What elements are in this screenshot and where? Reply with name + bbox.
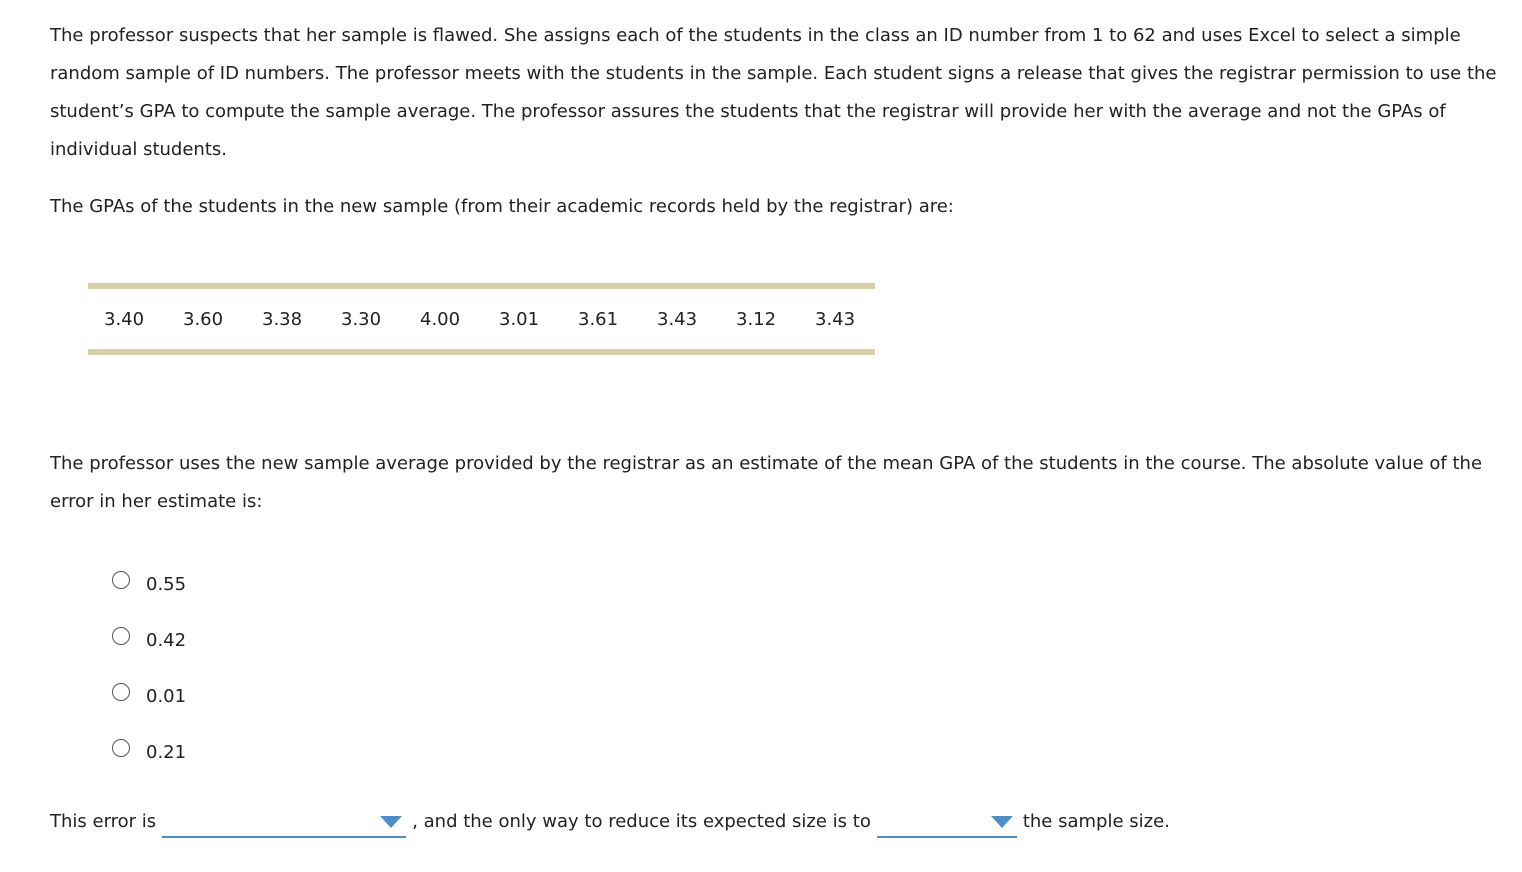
option-0.01[interactable] <box>112 666 186 722</box>
radio-button[interactable] <box>112 739 130 757</box>
gpa-cell: 3.30 <box>341 308 382 330</box>
fill-in-prefix: This error is <box>50 811 157 832</box>
option-0.21[interactable] <box>112 722 186 778</box>
gpa-cell: 3.38 <box>262 308 303 330</box>
question-paragraph-1: The professor suspects that her sample is flawed. She assigns each of the students in the class an ID number from 1 to 62 and uses Excel to select a simple random sample of ID numbers. The professor meets with the students in the sample. Each student signs a release that gives the registrar permission to use the student’s GPA to compute the sample average. The professor assures the students that the registrar will provide her with the average and not the GPAs of individual students. <box>50 25 1497 160</box>
answer-options <box>112 554 186 778</box>
fill-in-suffix: the sample size. <box>1022 811 1170 832</box>
radio-button[interactable] <box>112 571 130 589</box>
radio-button[interactable] <box>112 683 130 701</box>
fill-in-sentence <box>50 806 1170 838</box>
error-type-dropdown[interactable] <box>162 806 406 838</box>
option-label: 0.42 <box>146 630 187 651</box>
option-label: 0.21 <box>146 742 187 763</box>
gpa-cell: 3.43 <box>815 308 856 330</box>
option-label: 0.01 <box>146 686 187 707</box>
gpa-cell: 3.60 <box>183 308 224 330</box>
radio-button[interactable] <box>112 627 130 645</box>
gpa-cell: 3.43 <box>657 308 698 330</box>
gpa-cell: 3.12 <box>736 308 777 330</box>
gpa-table <box>88 283 875 355</box>
gpa-cell: 3.40 <box>104 308 145 330</box>
gpa-cell: 3.61 <box>578 308 619 330</box>
option-0.55[interactable] <box>112 554 186 610</box>
gpa-cell: 3.01 <box>499 308 540 330</box>
reduce-action-dropdown[interactable] <box>877 806 1017 838</box>
gpa-cell: 4.00 <box>420 308 461 330</box>
option-0.42[interactable] <box>112 610 186 666</box>
question-paragraph-2: The GPAs of the students in the new sample (from their academic records held by the registrar) are: <box>50 196 954 217</box>
fill-in-middle: , and the only way to reduce its expected size is to <box>412 811 871 832</box>
option-label: 0.55 <box>146 574 187 595</box>
chevron-down-icon[interactable] <box>380 816 402 828</box>
question-paragraph-3: The professor uses the new sample average provided by the registrar as an estimate of the mean GPA of the students in the course. The absolute value of the error in her estimate is: <box>50 453 1483 512</box>
chevron-down-icon[interactable] <box>991 816 1013 828</box>
